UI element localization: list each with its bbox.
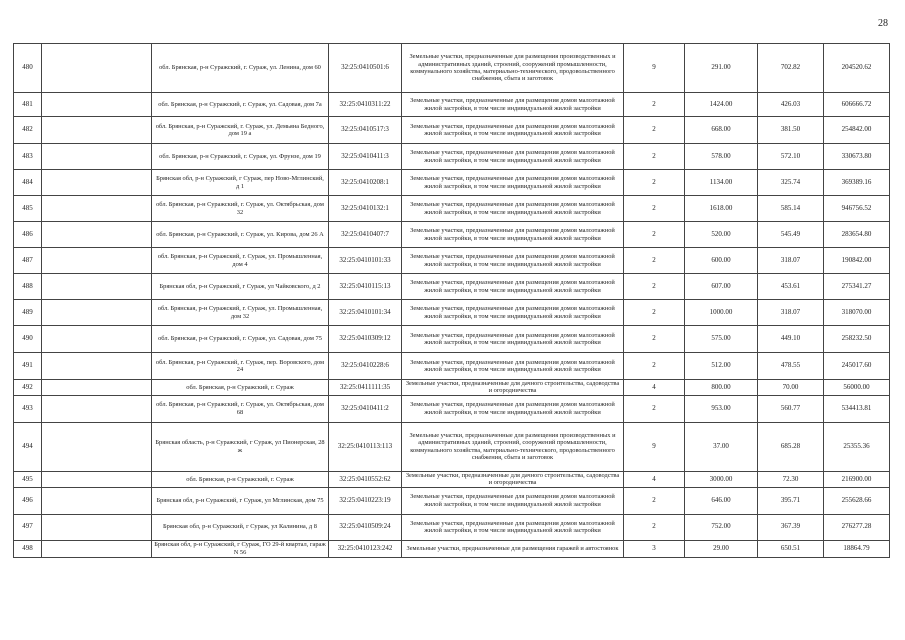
table-row (14, 395, 890, 422)
address-cell: Брянская обл, р-н Суражский, г Сураж, ул Мглинская, дом 75 (152, 487, 329, 514)
area-cell: 607.00 (685, 274, 758, 300)
row-number-cell: 496 (14, 487, 42, 514)
address-cell: обл. Брянская, р-н Суражский, г. Сураж, ул. Садовая, дом 75 (152, 326, 329, 353)
table-row (14, 93, 890, 117)
group-code-cell: 2 (624, 274, 685, 300)
specific-value-cell: 545.49 (758, 222, 824, 248)
cadastral-number-cell: 32:25:0410115:13 (329, 274, 402, 300)
cadastral-value-cell: 245017.60 (824, 353, 890, 380)
row-number-cell: 491 (14, 353, 42, 380)
table-row (14, 44, 890, 93)
table-row (14, 248, 890, 274)
address-cell: обл. Брянская, р-н Суражский, г. Сураж, ул. Демьяна Бедного, дом 19 а (152, 117, 329, 144)
row-number-cell: 488 (14, 274, 42, 300)
spacer-cell (42, 395, 152, 422)
cadastral-value-cell: 330673.80 (824, 144, 890, 170)
row-number-cell: 481 (14, 93, 42, 117)
cadastral-value-cell: 318070.00 (824, 300, 890, 326)
cadastral-number-cell: 32:25:0410123:242 (329, 540, 402, 557)
address-cell: обл. Брянская, р-н Суражский, г. Сураж, ул. Промышленная, дом 32 (152, 300, 329, 326)
address-cell: обл. Брянская, р-н Суражский, г. Сураж, ул. Промышленная, дом 4 (152, 248, 329, 274)
cadastral-number-cell: 32:25:0410223:19 (329, 487, 402, 514)
specific-value-cell: 70.00 (758, 380, 824, 396)
area-cell: 520.00 (685, 222, 758, 248)
group-code-cell: 2 (624, 487, 685, 514)
table-row (14, 222, 890, 248)
spacer-cell (42, 44, 152, 93)
row-number-cell: 486 (14, 222, 42, 248)
area-cell: 953.00 (685, 395, 758, 422)
land-use-cell: Земельные участки, предназначенные для размещения домов малоэтажной жилой застройки, в том числе индивидуальной жилой застройки (402, 514, 624, 540)
cadastral-number-cell: 32:25:0410101:33 (329, 248, 402, 274)
area-cell: 578.00 (685, 144, 758, 170)
group-code-cell: 4 (624, 471, 685, 487)
table-row (14, 422, 890, 471)
group-code-cell: 2 (624, 326, 685, 353)
group-code-cell: 2 (624, 93, 685, 117)
row-number-cell: 480 (14, 44, 42, 93)
area-cell: 1424.00 (685, 93, 758, 117)
address-cell: Брянская обл, р-н Суражский, г Сураж, пер Ново-Мглинский, д 1 (152, 170, 329, 196)
group-code-cell: 2 (624, 300, 685, 326)
cadastral-value-cell: 369389.16 (824, 170, 890, 196)
row-number-cell: 489 (14, 300, 42, 326)
row-number-cell: 492 (14, 380, 42, 396)
group-code-cell: 2 (624, 222, 685, 248)
specific-value-cell: 478.55 (758, 353, 824, 380)
area-cell: 668.00 (685, 117, 758, 144)
specific-value-cell: 72.30 (758, 471, 824, 487)
cadastral-number-cell: 32:25:0410132:1 (329, 196, 402, 222)
cadastral-value-cell: 25355.36 (824, 422, 890, 471)
row-number-cell: 490 (14, 326, 42, 353)
cadastral-number-cell: 32:25:0410411:2 (329, 395, 402, 422)
spacer-cell (42, 380, 152, 396)
area-cell: 575.00 (685, 326, 758, 353)
cadastral-number-cell: 32:25:0410501:6 (329, 44, 402, 93)
specific-value-cell: 453.61 (758, 274, 824, 300)
land-use-cell: Земельные участки, предназначенные для размещения домов малоэтажной жилой застройки, в том числе индивидуальной жилой застройки (402, 274, 624, 300)
specific-value-cell: 560.77 (758, 395, 824, 422)
spacer-cell (42, 353, 152, 380)
land-use-cell: Земельные участки, предназначенные для размещения производственных и административных зданий, строений, сооружений промышленности, коммунального хозяйства, материально-технического, продовольственного снабжения, сбыта и заготовок (402, 44, 624, 93)
spacer-cell (42, 144, 152, 170)
row-number-cell: 487 (14, 248, 42, 274)
row-number-cell: 494 (14, 422, 42, 471)
address-cell: обл. Брянская, р-н Суражский, г. Сураж, ул. Фрунзе, дом 19 (152, 144, 329, 170)
specific-value-cell: 318.07 (758, 248, 824, 274)
land-use-cell: Земельные участки, предназначенные для размещения домов малоэтажной жилой застройки, в том числе индивидуальной жилой застройки (402, 248, 624, 274)
group-code-cell: 9 (624, 44, 685, 93)
cadastral-number-cell: 32:25:0411111:35 (329, 380, 402, 396)
specific-value-cell: 318.07 (758, 300, 824, 326)
cadastral-number-cell: 32:25:0410101:34 (329, 300, 402, 326)
group-code-cell: 3 (624, 540, 685, 557)
group-code-cell: 9 (624, 422, 685, 471)
cadastral-value-cell: 534413.81 (824, 395, 890, 422)
row-number-cell: 483 (14, 144, 42, 170)
cadastral-value-cell: 204520.62 (824, 44, 890, 93)
table-row (14, 353, 890, 380)
group-code-cell: 2 (624, 196, 685, 222)
cadastral-value-cell: 18864.79 (824, 540, 890, 557)
table-row (14, 540, 890, 557)
land-use-cell: Земельные участки, предназначенные для размещения домов малоэтажной жилой застройки, в том числе индивидуальной жилой застройки (402, 326, 624, 353)
area-cell: 3000.00 (685, 471, 758, 487)
spacer-cell (42, 117, 152, 144)
cadastral-value-cell: 283654.80 (824, 222, 890, 248)
cadastral-number-cell: 32:25:0410208:1 (329, 170, 402, 196)
spacer-cell (42, 274, 152, 300)
spacer-cell (42, 248, 152, 274)
address-cell: обл. Брянская, р-н Суражский, г. Сураж, ул. Кирова, дом 26 А (152, 222, 329, 248)
cadastral-number-cell: 32:25:0410113:113 (329, 422, 402, 471)
address-cell: обл. Брянская, р-н Суражский, г. Сураж (152, 380, 329, 396)
land-use-cell: Земельные участки, предназначенные для размещения домов малоэтажной жилой застройки, в том числе индивидуальной жилой застройки (402, 395, 624, 422)
cadastral-value-cell: 276277.28 (824, 514, 890, 540)
land-use-cell: Земельные участки, предназначенные для размещения домов малоэтажной жилой застройки, в том числе индивидуальной жилой застройки (402, 300, 624, 326)
land-use-cell: Земельные участки, предназначенные для размещения домов малоэтажной жилой застройки, в том числе индивидуальной жилой застройки (402, 353, 624, 380)
land-use-cell: Земельные участки, предназначенные для размещения домов малоэтажной жилой застройки, в том числе индивидуальной жилой застройки (402, 222, 624, 248)
land-use-cell: Земельные участки, предназначенные для размещения домов малоэтажной жилой застройки, в том числе индивидуальной жилой застройки (402, 170, 624, 196)
group-code-cell: 2 (624, 170, 685, 196)
address-cell: Брянская обл, р-н Суражский, г Сураж, ГО 29-й квартал, гараж N 56 (152, 540, 329, 557)
group-code-cell: 2 (624, 117, 685, 144)
area-cell: 600.00 (685, 248, 758, 274)
cadastral-value-cell: 255628.66 (824, 487, 890, 514)
table-row (14, 170, 890, 196)
address-cell: обл. Брянская, р-н Суражский, г. Сураж (152, 471, 329, 487)
cadastral-value-cell: 606666.72 (824, 93, 890, 117)
table-row (14, 326, 890, 353)
area-cell: 752.00 (685, 514, 758, 540)
cadastral-value-cell: 190842.00 (824, 248, 890, 274)
table-row (14, 487, 890, 514)
area-cell: 1000.00 (685, 300, 758, 326)
spacer-cell (42, 471, 152, 487)
land-use-cell: Земельные участки, предназначенные для дачного строительства, садоводства и огородничества (402, 471, 624, 487)
specific-value-cell: 426.03 (758, 93, 824, 117)
area-cell: 646.00 (685, 487, 758, 514)
cadastral-value-cell: 254842.00 (824, 117, 890, 144)
land-use-cell: Земельные участки, предназначенные для размещения домов малоэтажной жилой застройки, в том числе индивидуальной жилой застройки (402, 487, 624, 514)
land-use-cell: Земельные участки, предназначенные для размещения гаражей и автостоянок (402, 540, 624, 557)
cadastral-number-cell: 32:25:0410552:62 (329, 471, 402, 487)
row-number-cell: 485 (14, 196, 42, 222)
area-cell: 29.00 (685, 540, 758, 557)
spacer-cell (42, 93, 152, 117)
table-row (14, 471, 890, 487)
land-use-cell: Земельные участки, предназначенные для размещения домов малоэтажной жилой застройки, в том числе индивидуальной жилой застройки (402, 93, 624, 117)
row-number-cell: 484 (14, 170, 42, 196)
land-use-cell: Земельные участки, предназначенные для размещения домов малоэтажной жилой застройки, в том числе индивидуальной жилой застройки (402, 196, 624, 222)
area-cell: 37.00 (685, 422, 758, 471)
address-cell: обл. Брянская, р-н Суражский, г. Сураж, ул. Садовая, дом 7а (152, 93, 329, 117)
row-number-cell: 482 (14, 117, 42, 144)
cadastral-number-cell: 32:25:0410509:24 (329, 514, 402, 540)
specific-value-cell: 585.14 (758, 196, 824, 222)
cadastral-value-cell: 275341.27 (824, 274, 890, 300)
table-row (14, 144, 890, 170)
row-number-cell: 497 (14, 514, 42, 540)
address-cell: обл. Брянская, р-н Суражский, г. Сураж, ул. Ленина, дом 60 (152, 44, 329, 93)
group-code-cell: 2 (624, 144, 685, 170)
specific-value-cell: 381.50 (758, 117, 824, 144)
spacer-cell (42, 196, 152, 222)
row-number-cell: 493 (14, 395, 42, 422)
cadastral-number-cell: 32:25:0410517:3 (329, 117, 402, 144)
spacer-cell (42, 514, 152, 540)
land-use-cell: Земельные участки, предназначенные для дачного строительства, садоводства и огородничества (402, 380, 624, 396)
cadastral-value-table (13, 43, 890, 558)
area-cell: 1618.00 (685, 196, 758, 222)
group-code-cell: 2 (624, 248, 685, 274)
group-code-cell: 4 (624, 380, 685, 396)
spacer-cell (42, 540, 152, 557)
group-code-cell: 2 (624, 353, 685, 380)
row-number-cell: 498 (14, 540, 42, 557)
area-cell: 512.00 (685, 353, 758, 380)
table-row (14, 274, 890, 300)
group-code-cell: 2 (624, 395, 685, 422)
specific-value-cell: 702.82 (758, 44, 824, 93)
specific-value-cell: 685.28 (758, 422, 824, 471)
specific-value-cell: 572.10 (758, 144, 824, 170)
spacer-cell (42, 300, 152, 326)
address-cell: обл. Брянская, р-н Суражский, г. Сураж, пер. Воровского, дом 24 (152, 353, 329, 380)
spacer-cell (42, 326, 152, 353)
cadastral-number-cell: 32:25:0410228:6 (329, 353, 402, 380)
table-row (14, 196, 890, 222)
table-row (14, 117, 890, 144)
address-cell: Брянская область, р-н Суражский, г Сураж, ул Пионерская, 28 ж (152, 422, 329, 471)
group-code-cell: 2 (624, 514, 685, 540)
page-number: 28 (878, 18, 888, 29)
cadastral-value-cell: 56000.00 (824, 380, 890, 396)
specific-value-cell: 367.39 (758, 514, 824, 540)
area-cell: 1134.00 (685, 170, 758, 196)
spacer-cell (42, 222, 152, 248)
specific-value-cell: 449.10 (758, 326, 824, 353)
area-cell: 291.00 (685, 44, 758, 93)
cadastral-number-cell: 32:25:0410311:22 (329, 93, 402, 117)
cadastral-number-cell: 32:25:0410309:12 (329, 326, 402, 353)
cadastral-value-cell: 258232.50 (824, 326, 890, 353)
address-cell: обл. Брянская, р-н Суражский, г. Сураж, ул. Октябрьская, дом 32 (152, 196, 329, 222)
spacer-cell (42, 487, 152, 514)
cadastral-number-cell: 32:25:0410407:7 (329, 222, 402, 248)
address-cell: Брянская обл, р-н Суражский, г Сураж, ул Чайковского, д 2 (152, 274, 329, 300)
area-cell: 800.00 (685, 380, 758, 396)
table-row (14, 300, 890, 326)
cadastral-number-cell: 32:25:0410411:3 (329, 144, 402, 170)
table-row (14, 380, 890, 396)
land-use-cell: Земельные участки, предназначенные для размещения домов малоэтажной жилой застройки, в том числе индивидуальной жилой застройки (402, 117, 624, 144)
spacer-cell (42, 422, 152, 471)
address-cell: Брянская обл, р-н Суражский, г Сураж, ул Калинина, д 8 (152, 514, 329, 540)
land-use-cell: Земельные участки, предназначенные для размещения производственных и административных зданий, строений, сооружений промышленности, коммунального хозяйства, материально-технического, продовольственного снабжения, сбыта и заготовок (402, 422, 624, 471)
table-row (14, 514, 890, 540)
address-cell: обл. Брянская, р-н Суражский, г. Сураж, ул. Октябрьская, дом 68 (152, 395, 329, 422)
specific-value-cell: 395.71 (758, 487, 824, 514)
row-number-cell: 495 (14, 471, 42, 487)
cadastral-value-cell: 216900.00 (824, 471, 890, 487)
specific-value-cell: 650.51 (758, 540, 824, 557)
cadastral-value-cell: 946756.52 (824, 196, 890, 222)
table-body (14, 44, 890, 558)
land-use-cell: Земельные участки, предназначенные для размещения домов малоэтажной жилой застройки, в том числе индивидуальной жилой застройки (402, 144, 624, 170)
spacer-cell (42, 170, 152, 196)
specific-value-cell: 325.74 (758, 170, 824, 196)
